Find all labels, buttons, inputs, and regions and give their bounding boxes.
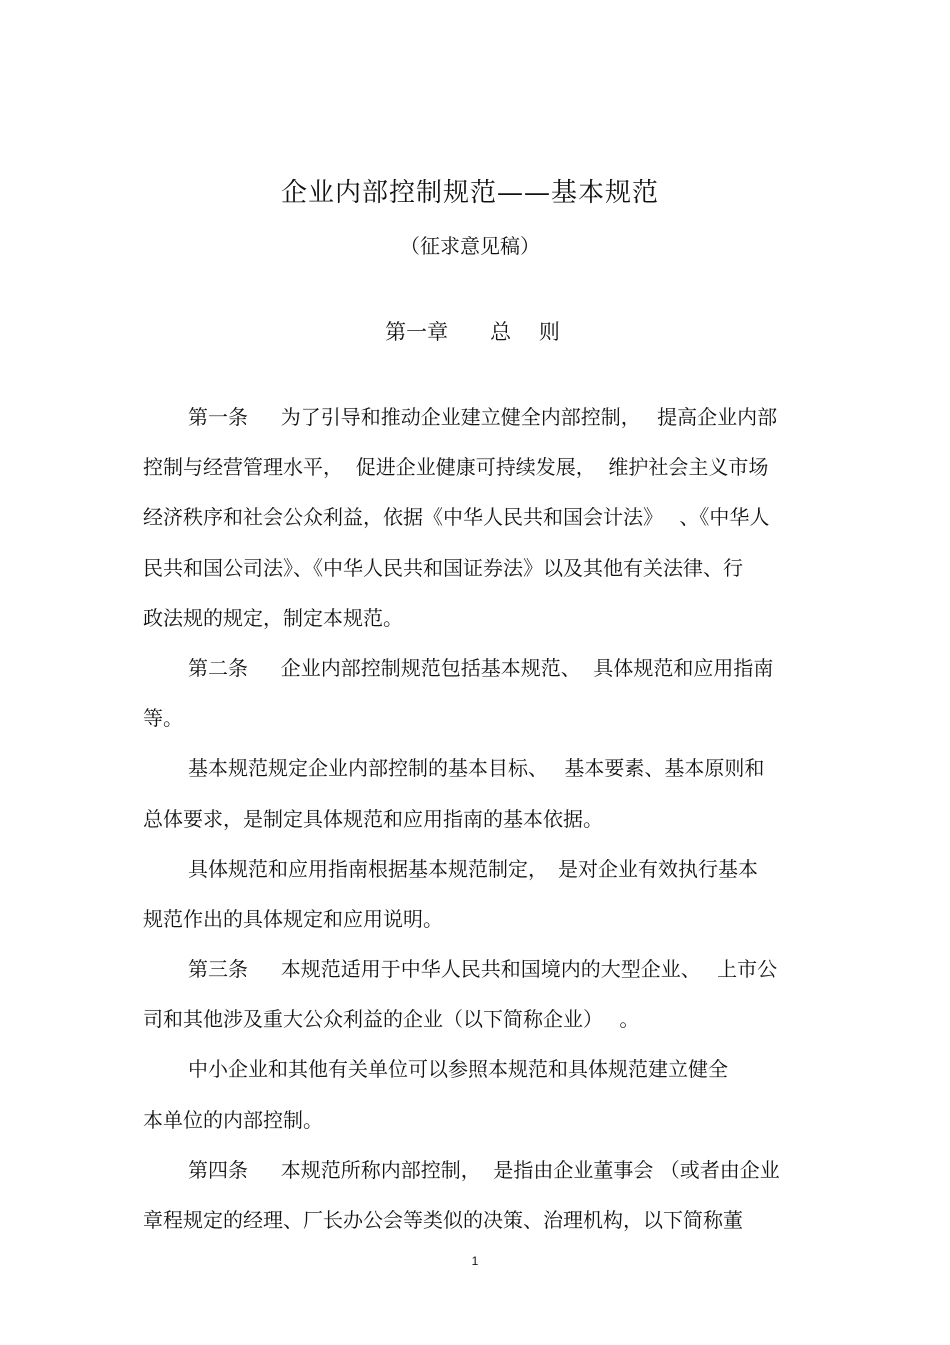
text-line: 规范作出的具体规定和应用说明。 bbox=[143, 906, 443, 931]
text-line: 第三条 本规范适用于中华人民共和国境内的大型企业、 上市公 bbox=[188, 957, 778, 982]
text-line: 章程规定的经理、厂长办公会等类似的决策、治理机构，以下简称董 bbox=[143, 1208, 743, 1232]
text-line: 第四条 本规范所称内部控制， 是指由企业董事会 （或者由企业 bbox=[188, 1157, 780, 1182]
text-line: 经济秩序和社会公众利益，依据《中华人民共和国会计法》 、《中华人 bbox=[143, 505, 770, 530]
text-line: 控制与经营管理水平， 促进企业健康可持续发展， 维护社会主义市场 bbox=[143, 455, 769, 480]
text-line: 司和其他涉及重大公众利益的企业（以下简称企业） 。 bbox=[143, 1007, 640, 1032]
text-line: 基本规范规定企业内部控制的基本目标、 基本要素、基本原则和 bbox=[188, 756, 765, 781]
text-line: 第二条 企业内部控制规范包括基本规范、 具体规范和应用指南 bbox=[188, 655, 774, 680]
text-line: 具体规范和应用指南根据基本规范制定， 是对企业有效执行基本 bbox=[188, 856, 758, 881]
text-line: 本单位的内部控制。 bbox=[143, 1107, 323, 1132]
text-line: 第一条 为了引导和推动企业建立健全内部控制， 提高企业内部 bbox=[188, 405, 778, 429]
text-line: 民共和国公司法》、《中华人民共和国证券法》以及其他有关法律、行 bbox=[143, 555, 743, 580]
document-subtitle: （征求意见稿） bbox=[400, 234, 540, 258]
text-line: 等。 bbox=[143, 706, 183, 731]
body-text bbox=[143, 398, 803, 1251]
chapter-heading: 第一章 总 则 bbox=[385, 320, 560, 344]
document-title: 企业内部控制规范——基本规范 bbox=[280, 178, 659, 208]
page-number: 1 bbox=[471, 1254, 479, 1268]
text-line: 总体要求，是制定具体规范和应用指南的基本依据。 bbox=[143, 806, 603, 831]
text-line: 中小企业和其他有关单位可以参照本规范和具体规范建立健全 bbox=[188, 1057, 728, 1082]
text-line: 政法规的规定，制定本规范。 bbox=[143, 605, 403, 630]
